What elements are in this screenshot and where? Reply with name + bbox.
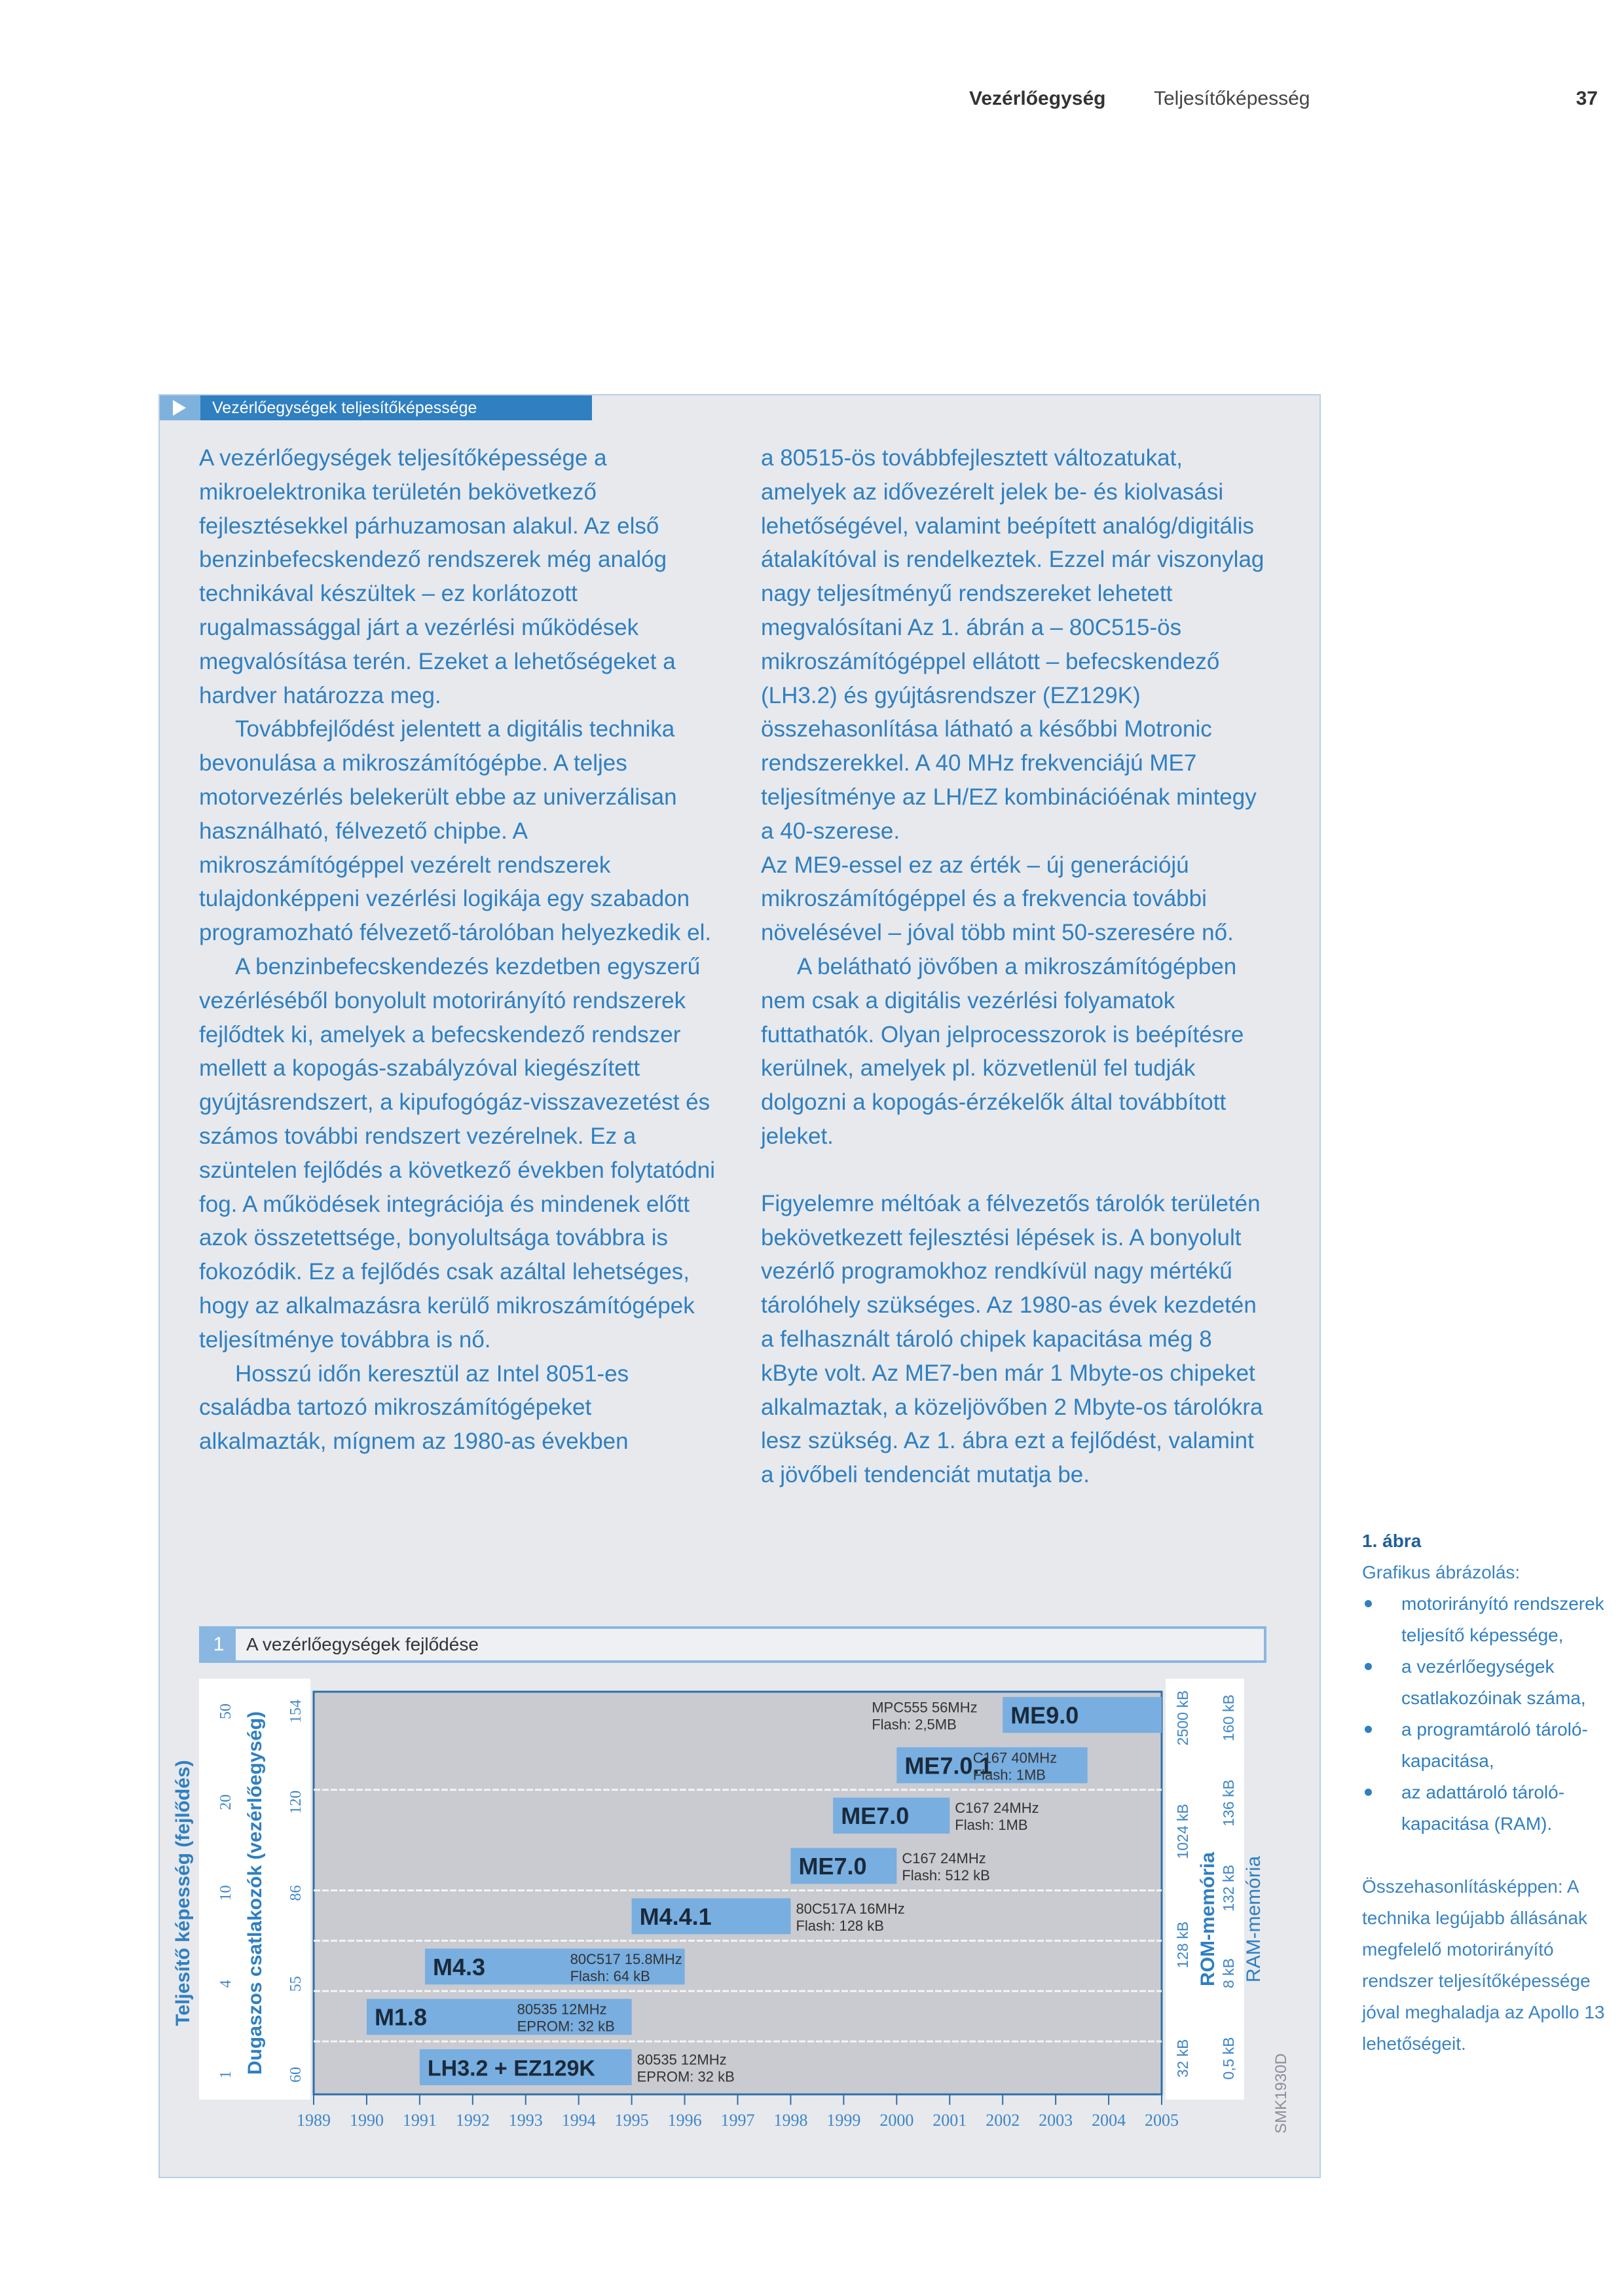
chart <box>160 1679 1322 2176</box>
right-axis-tick: 128 kB <box>1174 1921 1191 1969</box>
bar-label: LH3.2 + EZ129K <box>427 2056 595 2081</box>
x-tick-label: 1999 <box>826 2111 861 2130</box>
x-tick-label: 2004 <box>1092 2111 1126 2130</box>
paragraph: Figyelemre méltóak a félvezetős tárolók területén bekövetkezett fejlesztési lépések is. A bonyolult vezérlő programokhoz rendkívül nagy mértékű tárolóhely szükséges. Az 1980-as évek kezdetén a felhasznált tároló chipek kapacitása még 8 kByte volt. Az ME7-ben már 1 Mbyte-os chipeket alkalmaztak, a közeljövőben 2 Mbyte-os tárolókra lesz szükség. Az 1. ábra ezt a fejlődést, valamint a jövőbeli tendenciát mutatja be. <box>761 1190 1263 1488</box>
bar-label: M4.3 <box>432 1953 486 1980</box>
figure-number: 1 <box>202 1629 236 1660</box>
bar-label: ME7.0 <box>841 1802 910 1830</box>
x-tick-label: 1995 <box>614 2111 649 2130</box>
caption-note: Összehasonlításképpen: A technika legújabb állásának megfelelő motorirányító rendszer teljesítőképessége jóval meghaladja az Apollo 13 lehetőségeit. <box>1362 1876 1605 2054</box>
caption-bullet-list <box>1362 1588 1611 1840</box>
x-tick-label: 1997 <box>720 2111 755 2130</box>
bar-chip-label: 80C517A 16MHz <box>796 1900 905 1917</box>
caption-bullet: motorirányító rendszerek teljesítő képessége, <box>1362 1588 1611 1651</box>
paragraph: a 80515-ös továbbfejlesztett változatukat, amelyek az idővezérelt jelek be- és kiolvasási lehetőségével, valamint beépített analóg/digitális átalakítóval is rendelkeztek. Ezzel már viszonylag nagy teljesítményű rendszereket lehetett megvalósítani Az 1. ábrán a – 80C515-ös mikroszámítógéppel ellátott – befecskendező (LH3.2) és gyújtásrendszer (EZ129K) összehasonlítása látható a későbbi Motronic rendszerekkel. A 40 MHz frekvenciájú ME7 teljesítménye az LH/EZ kombinációénak mintegy a 40-szerese. <box>761 445 1264 844</box>
bar-label: M1.8 <box>374 2003 427 2031</box>
caption-figure-label: 1. ábra <box>1362 1531 1422 1551</box>
bar-chip-label: C167 24MHz <box>902 1850 986 1867</box>
right-axis-title: ROM-memória <box>1197 1851 1219 1987</box>
bar-memory-label: Flash: 1MB <box>955 1817 1028 1834</box>
figure-code: SMK1930D <box>1272 2053 1290 2134</box>
x-tick-label: 1996 <box>667 2111 702 2130</box>
left-axis-tick: 86 <box>287 1885 304 1901</box>
bar-memory-label: Flash: 1MB <box>972 1766 1046 1783</box>
x-tick-label: 1992 <box>455 2111 490 2130</box>
chart-svg <box>160 1679 1322 2176</box>
bar-memory-label: Flash: 2,5MB <box>872 1716 957 1733</box>
left-axis-tick: 1 <box>217 2071 234 2079</box>
right-axis-tick: 32 kB <box>1174 2039 1191 2078</box>
caption-bullet: a programtároló tároló-kapacitása, <box>1362 1714 1611 1777</box>
bar-label: ME7.0.1 <box>904 1752 993 1779</box>
right-axis-tick: 8 kB <box>1220 1958 1237 1989</box>
x-tick-label: 1990 <box>349 2111 384 2130</box>
info-box <box>158 394 1321 2178</box>
paragraph: A benzinbefecskendezés kezdetben egyszerű vezérléséből bonyolult motorirányító rendszerek fejlődtek ki, amelyek a befecskendező rendszer mellett a kopogás-szabályzóval kiegészített gyújtásrendszert, a kipufogógáz-visszavezetést és számos további rendszert vezérelnek. Ez a szüntelen fejlődés a következő években folytatódni fog. A működések integrációja és mindenek előtt azok összetettsége, bonyolultsága továbbra is fokozódik. Ez a fejlődés csak azáltal lehetséges, hogy az alkalmazásra kerülő mikroszámítógépek teljesítménye továbbra is nő. <box>199 953 716 1353</box>
play-arrow-icon <box>160 395 200 420</box>
x-tick-label: 2000 <box>879 2111 914 2130</box>
left-axis-tick: 60 <box>287 2067 304 2083</box>
bar-memory-label: Flash: 512 kB <box>902 1867 990 1884</box>
x-tick-label: 1991 <box>402 2111 437 2130</box>
bar-memory-label: Flash: 128 kB <box>796 1917 884 1934</box>
left-axis-tick: 4 <box>217 1980 234 1988</box>
bar-memory-label: EPROM: 32 kB <box>637 2068 735 2085</box>
right-axis-tick: 0,5 kB <box>1220 2037 1237 2080</box>
x-tick-label: 1993 <box>508 2111 543 2130</box>
x-tick-label: 2002 <box>986 2111 1020 2130</box>
bar-chip-label: 80535 12MHz <box>517 2001 607 2018</box>
left-axis-tick: 10 <box>217 1885 234 1901</box>
paragraph: Az ME9-essel ez az érték – új generációjú mikroszámítógéppel és a frekvencia további növelésével – jóval több mint 50-szeresére nő. <box>761 852 1234 946</box>
figure-caption <box>1362 1525 1611 2060</box>
right-axis-tick: 160 kB <box>1220 1694 1237 1741</box>
right-axis-tick: 136 kB <box>1220 1779 1237 1827</box>
left-axis-tick: 50 <box>217 1704 234 1719</box>
left-axis-title: Dugaszos csatlakozók (vezérlőegység) <box>244 1711 266 2075</box>
page-number: 37 <box>1576 88 1598 109</box>
right-axis-title: RAM-memória <box>1243 1855 1264 1983</box>
left-axis-tick: 20 <box>217 1794 234 1810</box>
bar-label: ME7.0 <box>798 1853 867 1880</box>
text-column-left <box>199 441 716 1459</box>
caption-intro: Grafikus ábrázolás: <box>1362 1562 1521 1582</box>
bar-chip-label: MPC555 56MHz <box>872 1699 978 1716</box>
x-tick-label: 2001 <box>932 2111 967 2130</box>
bar-memory-label: Flash: 64 kB <box>570 1967 650 1984</box>
bar-label: M4.4.1 <box>639 1903 712 1930</box>
box-title-bar <box>160 395 592 420</box>
left-axis-title: Teljesítő képesség (fejlődés) <box>172 1760 194 2026</box>
figure-title: A vezérlőegységek fejlődése <box>246 1634 479 1654</box>
text-column-right <box>761 441 1272 1492</box>
x-tick-label: 2003 <box>1039 2111 1073 2130</box>
bar-chip-label: 80C517 15.8MHz <box>570 1950 682 1967</box>
right-axis-tick: 2500 kB <box>1174 1690 1191 1746</box>
caption-bullet: az adattároló tároló-kapacitása (RAM). <box>1362 1777 1611 1840</box>
bar-label: ME9.0 <box>1010 1702 1079 1729</box>
bar-chip-label: C167 40MHz <box>972 1749 1058 1766</box>
left-axis-tick: 120 <box>287 1790 304 1814</box>
paragraph: Hosszú időn keresztül az Intel 8051-es családba tartozó mikroszámítógépeket alkalmazták, mígnem az 1980-as években <box>199 1360 629 1455</box>
bar-chip-label: C167 24MHz <box>955 1800 1039 1817</box>
box-title: Vezérlőegységek teljesítőképessége <box>212 399 477 417</box>
paragraph: A belátható jövőben a mikroszámítógépben nem csak a digitális vezérlési folyamatok futtathatók. Olyan jelprocesszorok is beépítésre kerülnek, amelyek pl. közvetlenül fel tudják dolgozni a kopogás-érzékelők által továbbított jeleket. <box>761 953 1244 1149</box>
paragraph: Továbbfejlődést jelentett a digitális technika bevonulása a mikroszámítógépbe. A teljes motorvezérlés belekerült ebbe az univerzálisan használható, félvezető chipbe. A mikroszámítógéppel vezérelt rendszerek tulajdonképpeni vezérlési logikája egy szabadon programozható félvezető-tárolóban helyezkedik el. <box>199 716 712 946</box>
x-tick-label: 1998 <box>773 2111 808 2130</box>
left-axis-tick: 55 <box>287 1976 304 1992</box>
x-tick-label: 1994 <box>561 2111 596 2130</box>
caption-bullet: a vezérlőegységek csatlakozóinak száma, <box>1362 1651 1611 1714</box>
right-axis-tick: 1024 kB <box>1174 1804 1191 1859</box>
x-tick-label: 2005 <box>1145 2111 1179 2130</box>
figure-title-bar <box>199 1626 1266 1663</box>
subsection-title: Teljesítőképesség <box>1154 88 1310 109</box>
running-header <box>969 84 1598 123</box>
right-axis-tick: 132 kB <box>1220 1865 1237 1912</box>
left-axis-tick: 154 <box>287 1700 304 1723</box>
bar-memory-label: EPROM: 32 kB <box>517 2018 615 2035</box>
x-tick-label: 1989 <box>297 2111 331 2130</box>
section-title: Vezérlőegység <box>969 88 1106 109</box>
bar-chip-label: 80535 12MHz <box>637 2051 727 2068</box>
paragraph: A vezérlőegységek teljesítőképessége a mikroelektronika területén bekövetkező fejlesztésekkel párhuzamosan alakul. Az első benzinbefecskendező rendszerek még analóg technikával készültek – ez korlátozott rugalmassággal járt a vezérlési működések megvalósítása terén. Ezeket a lehetőségeket a hardver határozza meg. <box>199 445 676 708</box>
